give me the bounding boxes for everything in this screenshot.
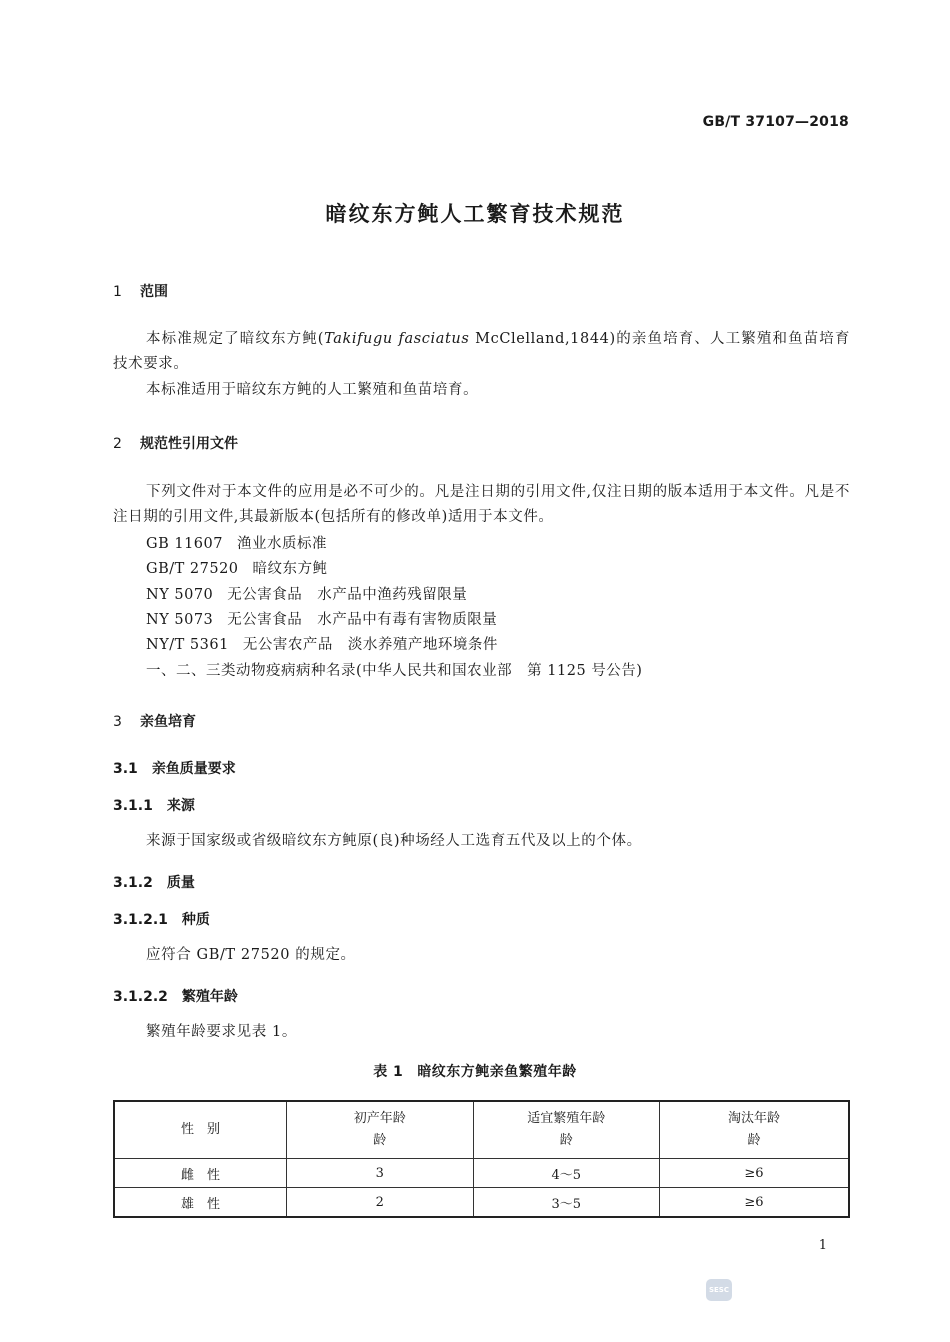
table-caption-label: 表 1 <box>373 1064 404 1080</box>
table-caption <box>0 1061 950 1081</box>
section-number: 2 <box>113 436 122 452</box>
table-row <box>114 1159 849 1188</box>
ref-item <box>146 532 327 553</box>
unit-label: 龄 <box>559 1133 573 1148</box>
ref-code: GB/T 27520 <box>146 561 239 577</box>
unit-label: 龄 <box>373 1133 387 1148</box>
ref-code: NY/T 5361 <box>146 637 229 653</box>
document-title: 暗纹东方鲀人工繁育技术规范 <box>325 202 625 226</box>
section-title: 亲鱼培育 <box>140 714 196 730</box>
section-2-heading <box>113 433 238 453</box>
section-3-1-2-1-text: 应符合 GB/T 27520 的规定。 <box>146 947 356 963</box>
unit-label: 龄 <box>747 1133 761 1148</box>
cell-first-age: 3 <box>287 1159 473 1188</box>
cell-cull-age: ≥6 <box>659 1188 849 1218</box>
section-3-heading <box>113 711 196 731</box>
section-title: 规范性引用文件 <box>140 436 238 452</box>
cell-sex: 雌 性 <box>114 1159 287 1188</box>
header-suitable-breeding-age: 适宜繁殖年龄 龄 <box>473 1101 659 1159</box>
standard-code: GB/T 37107—2018 <box>702 114 849 130</box>
ref-item-last: 一、二、三类动物疫病病种名录(中华人民共和国农业部 第 1125 号公告) <box>146 663 643 679</box>
species-latin-name: Takifugu fasciatus <box>324 331 470 347</box>
cell-suitable-age: 4～5 <box>473 1159 659 1188</box>
ref-code: NY 5073 <box>146 612 214 628</box>
section-3-1-2-2-heading: 3.1.2.2 繁殖年龄 <box>113 989 238 1005</box>
ref-title: 渔业水质标准 <box>236 536 327 552</box>
section-3-1-1-heading: 3.1.1 来源 <box>113 798 195 814</box>
header-cull-age: 淘汰年龄 龄 <box>659 1101 849 1159</box>
section-title: 范围 <box>140 284 168 300</box>
scope-paragraph-2: 本标准适用于暗纹东方鲀的人工繁殖和鱼苗培育。 <box>146 382 479 398</box>
cell-sex: 雄 性 <box>114 1188 287 1218</box>
cell-suitable-age: 3～5 <box>473 1188 659 1218</box>
table-row <box>114 1188 849 1218</box>
ref-title: 无公害农产品 淡水养殖产地环境条件 <box>242 637 498 653</box>
section-3-1-heading: 3.1 亲鱼质量要求 <box>113 761 236 777</box>
ref-item <box>146 633 498 654</box>
ref-title: 暗纹东方鲀 <box>252 561 328 577</box>
ref-item <box>146 583 467 604</box>
ref-code: NY 5070 <box>146 587 214 603</box>
ref-item <box>146 557 328 578</box>
ref-item <box>146 608 497 629</box>
publisher-watermark-logo: SESC <box>706 1279 732 1301</box>
refs-intro-paragraph: 下列文件对于本文件的应用是必不可少的。凡是注日期的引用文件,仅注日期的版本适用于本文件。凡是不注日期的引用文件,其最新版本(包括所有的修改单)适用于本文件。 <box>113 484 850 525</box>
header-sex: 性 别 <box>114 1101 287 1159</box>
ref-code: GB 11607 <box>146 536 223 552</box>
cell-cull-age: ≥6 <box>659 1159 849 1188</box>
breeding-age-table <box>113 1100 850 1218</box>
page-number: 1 <box>818 1238 827 1253</box>
section-3-1-1-text: 来源于国家级或省级暗纹东方鲀原(良)种场经人工选育五代及以上的个体。 <box>146 833 642 849</box>
section-3-1-2-2-text: 繁殖年龄要求见表 1。 <box>146 1024 297 1040</box>
section-1-heading <box>113 281 168 301</box>
section-3-1-2-heading: 3.1.2 质量 <box>113 875 195 891</box>
section-number: 3 <box>113 714 122 730</box>
header-first-spawning-age: 初产年龄 龄 <box>287 1101 473 1159</box>
cell-first-age: 2 <box>287 1188 473 1218</box>
scope-paragraph-1: 本标准规定了暗纹东方鲀(Takifugu fasciatus McClelland,1844)的亲鱼培育、人工繁殖和鱼苗培育技术要求。 <box>113 331 851 372</box>
table-caption-title: 暗纹东方鲀亲鱼繁殖年龄 <box>417 1064 577 1080</box>
table-header-row <box>114 1101 849 1159</box>
ref-title: 无公害食品 水产品中有毒有害物质限量 <box>227 612 498 628</box>
ref-title: 无公害食品 水产品中渔药残留限量 <box>227 587 468 603</box>
section-number: 1 <box>113 284 122 300</box>
section-3-1-2-1-heading: 3.1.2.1 种质 <box>113 912 210 928</box>
